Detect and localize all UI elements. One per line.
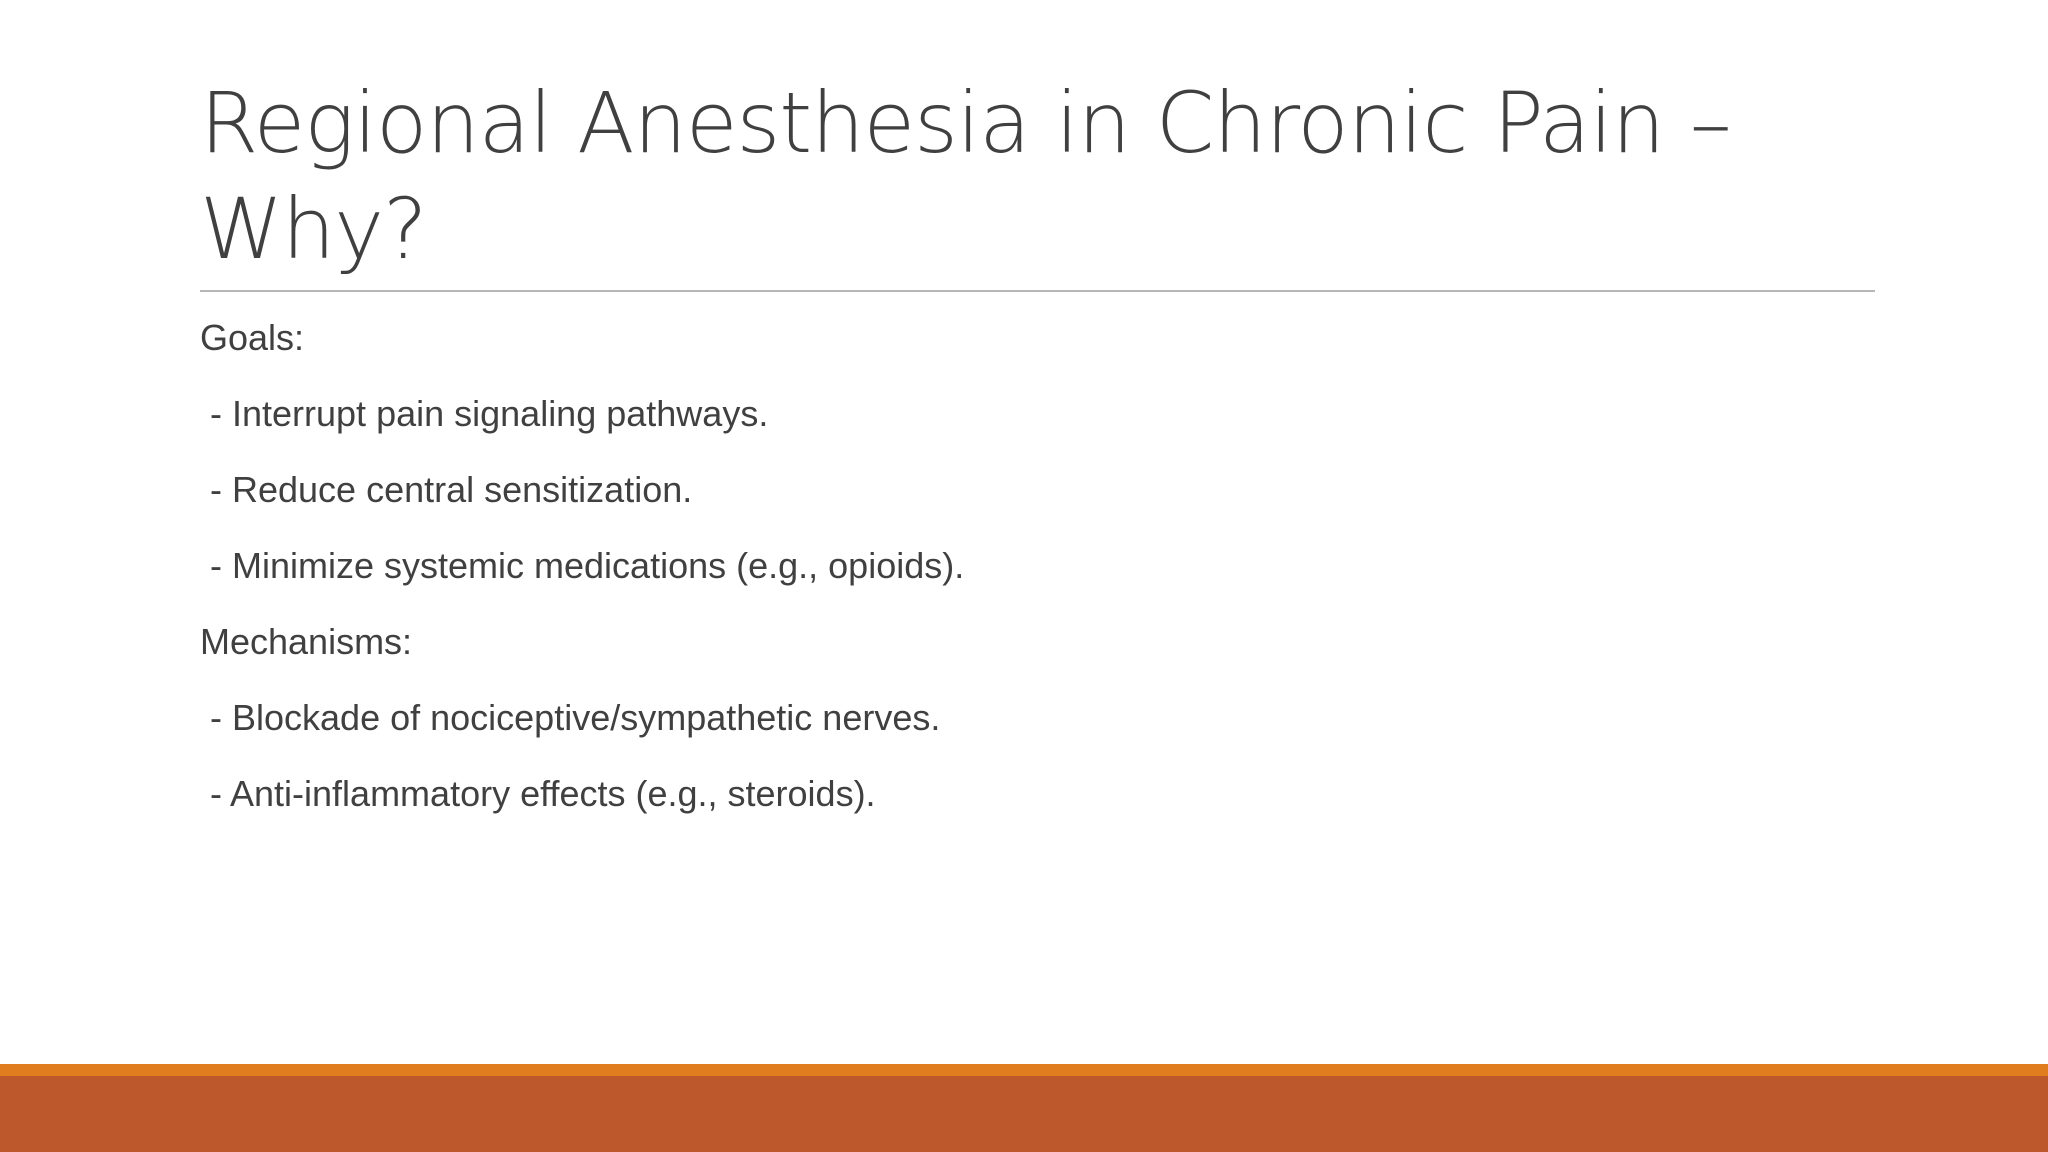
body-line-goal-3: - Minimize systemic medications (e.g., opioids). — [200, 545, 965, 586]
body-line-mechanism-1: - Blockade of nociceptive/sympathetic nerves. — [200, 697, 941, 738]
footer-band-rust — [0, 1076, 2048, 1152]
body-line-goal-2: - Reduce central sensitization. — [200, 469, 693, 510]
body-line-goal-1: - Interrupt pain signaling pathways. — [200, 393, 769, 434]
body-line-mechanisms-heading: Mechanisms: — [200, 621, 413, 662]
body-line-mechanism-2: - Anti-inflammatory effects (e.g., steroids). — [200, 773, 876, 814]
title-divider — [200, 290, 1875, 292]
slide-body — [200, 315, 1880, 847]
body-line-goals-heading: Goals: — [200, 317, 305, 358]
footer-band-orange — [0, 1064, 2048, 1076]
slide-title: Regional Anesthesia in Chronic Pain – Why? — [200, 74, 1731, 278]
